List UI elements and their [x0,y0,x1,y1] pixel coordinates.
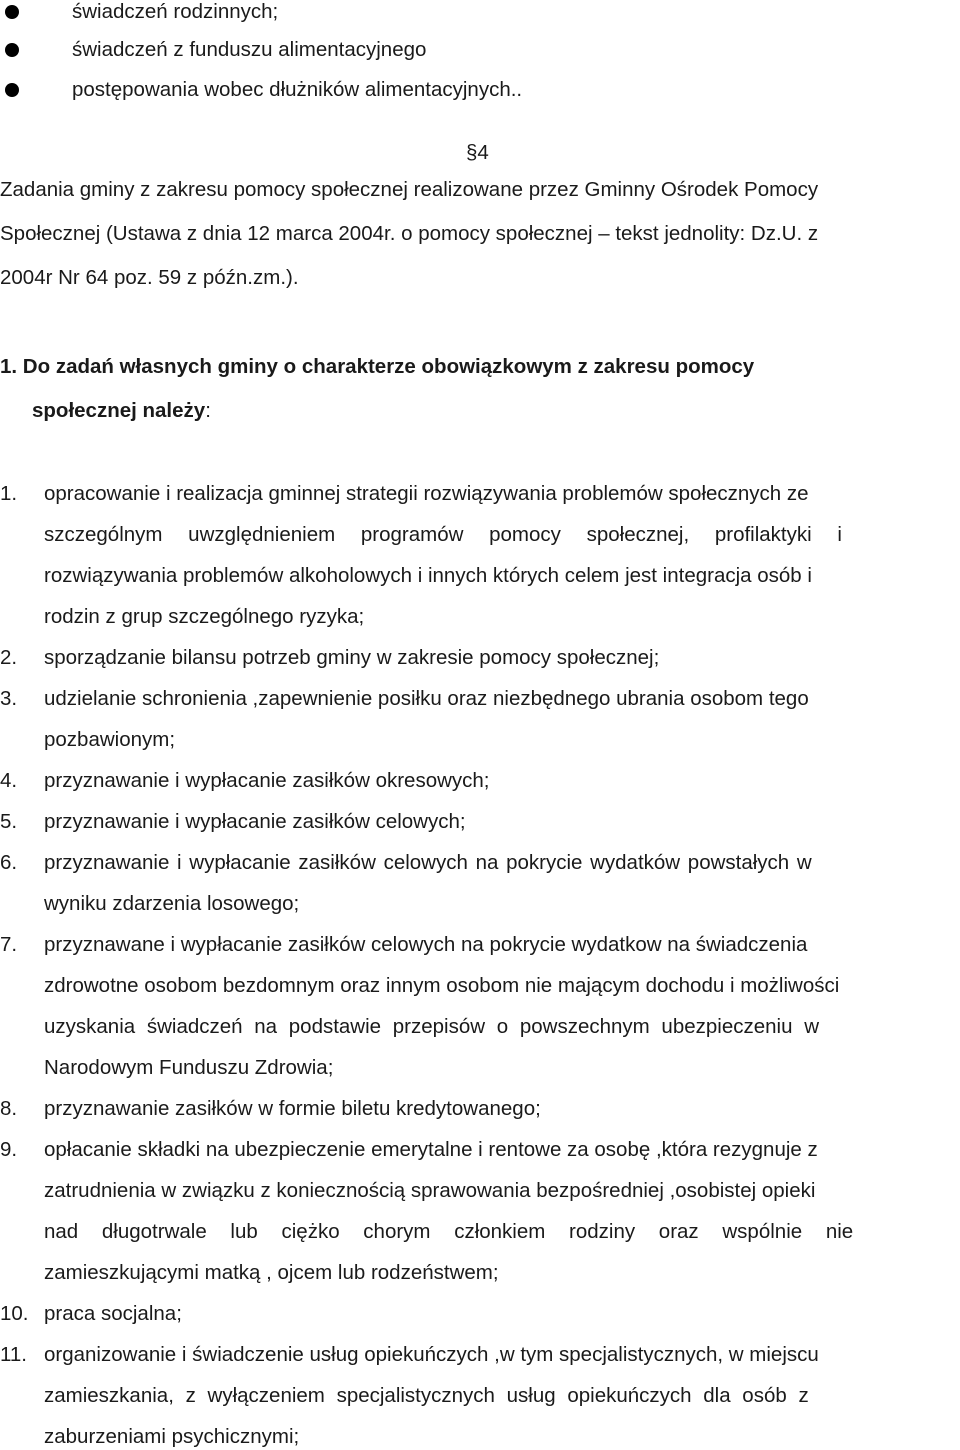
bullet-dot-icon [5,83,19,97]
item-line: pozbawionym; [44,728,176,751]
bullet-text: świadczeń z funduszu alimentacyjnego [72,38,427,61]
item-number: 9. [0,1138,18,1161]
item-number: 3. [0,687,18,710]
item-line: przyznawanie i wypłacanie zasiłków okresowych; [44,769,490,792]
item-number: 7. [0,933,18,956]
intro-line: Społecznej (Ustawa z dnia 12 marca 2004r. o pomocy społecznej – tekst jednolity: Dz.U. z [0,222,819,245]
item-line: przyznawanie zasiłków w formie biletu kredytowanego; [44,1097,541,1120]
item-line: przyznawane i wypłacanie zasiłków celowych na pokrycie wydatkow na świadczenia [44,933,808,956]
item-line: zamieszkania, z wyłączeniem specjalistycznych usług opiekuńczych dla osób z [44,1384,809,1407]
item-line: zdrowotne osobom bezdomnym oraz innym osobom nie mającym dochodu i możliwości [44,974,840,997]
item-line: opracowanie i realizacja gminnej strategii rozwiązywania problemów społecznych ze [44,482,809,505]
item-number: 4. [0,769,18,792]
item-line: praca socjalna; [44,1302,182,1325]
item-number: 5. [0,810,18,833]
item-line: sporządzanie bilansu potrzeb gminy w zakresie pomocy społecznej; [44,646,660,669]
item-line: zatrudnienia w związku z koniecznością sprawowania bezpośredniej ,osobistej opieki [44,1179,816,1202]
item-line: opłacanie składki na ubezpieczenie emerytalne i rentowe za osobę ,która rezygnuje z [44,1138,818,1161]
item-line: przyznawanie i wypłacanie zasiłków celowych na pokrycie wydatków powstałych w [44,851,812,874]
item-number: 6. [0,851,18,874]
item-line: wyniku zdarzenia losowego; [44,892,300,915]
bullet-text: postępowania wobec dłużników alimentacyjnych.. [72,78,523,101]
item-line: przyznawanie i wypłacanie zasiłków celowych; [44,810,466,833]
bullet-dot-icon [5,5,19,19]
item-line: szczególnym uwzględnieniem programów pomocy społecznej, profilaktyki i [44,523,842,546]
item-line: rodzin z grup szczególnego ryzyka; [44,605,365,628]
heading-line-text: społecznej należy [32,399,206,422]
bullet-text: świadczeń rodzinnych; [72,0,279,23]
item-number: 11. [0,1343,27,1366]
item-line: zamieszkującymi matką , ojcem lub rodzeństwem; [44,1261,499,1284]
heading-colon: : [205,399,211,422]
intro-line: 2004r Nr 64 poz. 59 z późn.zm.). [0,266,299,289]
item-line: uzyskania świadczeń na podstawie przepisów o powszechnym ubezpieczeniu w [44,1015,819,1038]
item-number: 8. [0,1097,18,1120]
item-line: organizowanie i świadczenie usług opiekuńczych ,w tym specjalistycznych, w miejscu [44,1343,819,1366]
item-line: nad długotrwale lub ciężko chorym członkiem rodziny oraz wspólnie nie [44,1220,854,1243]
bullet-dot-icon [5,43,19,57]
item-number: 1. [0,482,18,505]
item-line: zaburzeniami psychicznymi; [44,1425,300,1448]
item-line: rozwiązywania problemów alkoholowych i innych których celem jest integracja osób i [44,564,812,587]
item-number: 10. [0,1302,29,1325]
item-line: udzielanie schronienia ,zapewnienie posiłku oraz niezbędnego ubrania osobom tego [44,687,809,710]
section-number: §4 [466,141,489,164]
intro-line: Zadania gminy z zakresu pomocy społecznej realizowane przez Gminny Ośrodek Pomocy [0,178,819,201]
heading-line: 1. Do zadań własnych gminy o charakterze obowiązkowym z zakresu pomocy [0,355,755,378]
heading-line [32,399,211,423]
item-line: Narodowym Funduszu Zdrowia; [44,1056,334,1079]
item-number: 2. [0,646,18,669]
